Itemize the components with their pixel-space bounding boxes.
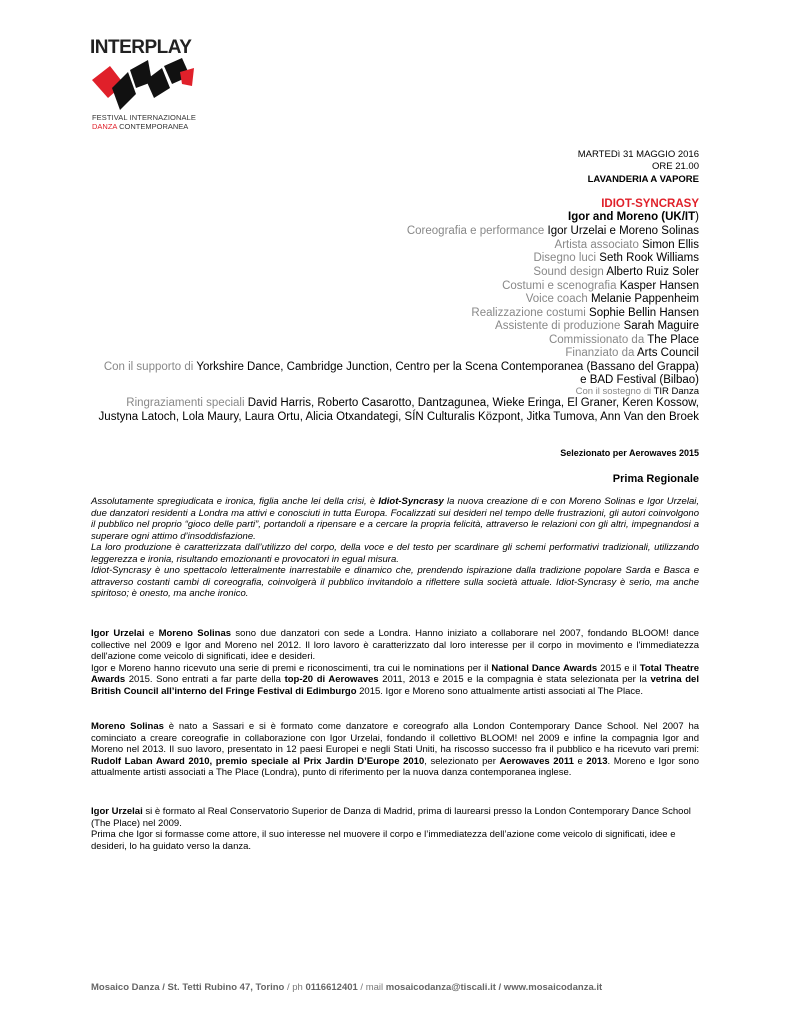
- show-date: MARTEDì 31 MAGGIO 2016: [577, 149, 699, 160]
- logo-subtitle-2: DANZA CONTEMPORANEA: [92, 122, 189, 131]
- festival-logo: [90, 38, 210, 138]
- intro-paragraph: Assolutamente spregiudicata e ironica, figlia anche lei della crisi, è Idiot-Syncrasy la nuova creazione di e con Moreno Solinas e Igor Urzelai, due danzatori residenti a Londra ma attivi e conosciuti in tutta Europa. Focalizzati sui desideri nel tempo delle frustrazioni, gli autori coinvolgono il pubblico nel proprio “gioco delle parti”, portandoli a ripensare e a cercare la propria felicità, attraverso le relazioni con gli altri, impegnandosi a superare ogni attimo d’insoddisfazione. La loro produzione è caratterizzata dall’utilizzo del corpo, della voce e del testo per scardinare gli schemi performativi tradizionali, utilizzando leggerezza e ironia, risultando emozionanti e provocatori in egual misura. Idiot-Syncrasy è uno spettacolo letteralmente inarrestabile e dinamico che, prendendo ispirazione dalla tradizione popolare Sarda e Basca e attraverso costanti cambi di coreografia, coinvolgerà il pubblico invitandolo a riflettere sulla società attuale. Idiot-Syncrasy è serio, ma anche spiritoso; è onesto, ma anche ironico.: [91, 496, 699, 599]
- bio-paragraph-2: Moreno Solinas è nato a Sassari e si è formato come danzatore e coreografo alla London Contemporary Dance School. Nel 2007 ha cominciato a creare coreografie in collaborazione con Igor Urzelai, fondando il collettivo BLOOM! nel 2009 e infine la compagnia Igor and Moreno nel 2013. Il suo lavoro, presentato in 12 paesi Europei e negli Stati Uniti, ha riscosso successo fra il pubblico e ha ricevuto vari premi: Rudolf Laban Award 2010, premio speciale al Prix Jardin D’Europe 2010, selezionato per Aerowaves 2011 e 2013. Moreno e Igor sono attualmente artisti associati a The Place (Londra), punto di riferimento per la nuova danza contemporanea inglese.: [91, 721, 700, 778]
- credit-row: Sound design Alberto Ruiz Soler: [533, 266, 699, 278]
- support-line-2: e BAD Festival (Bilbao): [580, 374, 699, 386]
- support-line-1: Con il supporto di Yorkshire Dance, Cambridge Junction, Centro per la Scena Contemporanea (Bassano del Grappa): [103, 361, 699, 373]
- footer-contact: Mosaico Danza / St. Tetti Rubino 47, Torino / ph 0116612401 / mail mosaicodanza@tiscali.it / www.mosaicodanza.it: [91, 982, 603, 993]
- prima-regionale: Prima Regionale: [612, 473, 699, 485]
- show-time: ORE 21.00: [652, 161, 699, 172]
- bio-paragraph-3: Igor Urzelai si è formato al Real Conservatorio Superior de Danza di Madrid, prima di laurearsi presso la London Contemporary Dance School (The Place) nel 2009. Prima che Igor si formasse come attore, il suo interesse nel muovere il corpo e l’immediatezza dell’azione come veicolo di significati, idee e desideri, lo ha guidato verso la danza.: [91, 806, 691, 852]
- bio-paragraph-1: Igor Urzelai e Moreno Solinas sono due danzatori con sede a Londra. Hanno iniziato a collaborare nel 2007, fondando BLOOM! dance collective nel 2009 e Igor and Moreno nel 2012. Il loro lavoro è caratterizzato dal loro interesse per il corpo in movimento e l'immediatezza dell'azione come veicolo di significati, idee e desideri. Igor e Moreno hanno ricevuto una serie di premi e riconoscimenti, tra cui le nominations per il National Dance Awards 2015 e il Total Theatre Awards 2015. Sono entrati a far parte della top-20 di Aerowaves 2011, 2013 e 2015 e la compagnia è stata selezionata per la vetrina del British Council all’interno del Fringe Festival di Edimburgo 2015. Igor e Moreno sono attualmente artisti associati al The Place.: [91, 628, 700, 697]
- credit-row: Disegno luci Seth Rook Williams: [533, 252, 699, 264]
- credit-row: Commissionato da The Place: [548, 334, 699, 346]
- company-name: Igor and Moreno (UK/IT): [568, 211, 699, 223]
- logo-shapes-icon: [90, 58, 200, 114]
- credit-row: Realizzazione costumi Sophie Bellin Hansen: [471, 307, 699, 319]
- credit-row: Artista associato Simon Ellis: [554, 239, 699, 251]
- credit-row: Coreografia e performance Igor Urzelai e Moreno Solinas: [406, 225, 699, 237]
- logo-subtitle-1: FESTIVAL INTERNAZIONALE: [92, 113, 196, 122]
- credit-row: Costumi e scenografia Kasper Hansen: [502, 280, 699, 292]
- logo-title: INTERPLAY: [90, 37, 192, 58]
- credit-row: Voice coach Melanie Pappenheim: [525, 293, 699, 305]
- selected-note: Selezionato per Aerowaves 2015: [560, 448, 699, 458]
- credit-row: Finanziato da Arts Council: [565, 347, 699, 359]
- sostegno-line: Con il sostegno di TIR Danza: [575, 386, 699, 397]
- show-venue: LAVANDERIA A VAPORE: [587, 174, 699, 185]
- thanks-line-2: Justyna Latoch, Lola Maury, Laura Ortu, Alicia Otxandategi, SÍN Culturalis Központ, Jitka Tumova, Ann Van den Broek: [98, 411, 699, 423]
- credit-row: Assistente di produzione Sarah Maguire: [495, 320, 699, 332]
- show-title: IDIOT-SYNCRASY: [601, 198, 699, 210]
- thanks-line-1: Ringraziamenti speciali David Harris, Roberto Casarotto, Dantzagunea, Wieke Eringa, El Graner, Keren Kossow,: [126, 397, 699, 409]
